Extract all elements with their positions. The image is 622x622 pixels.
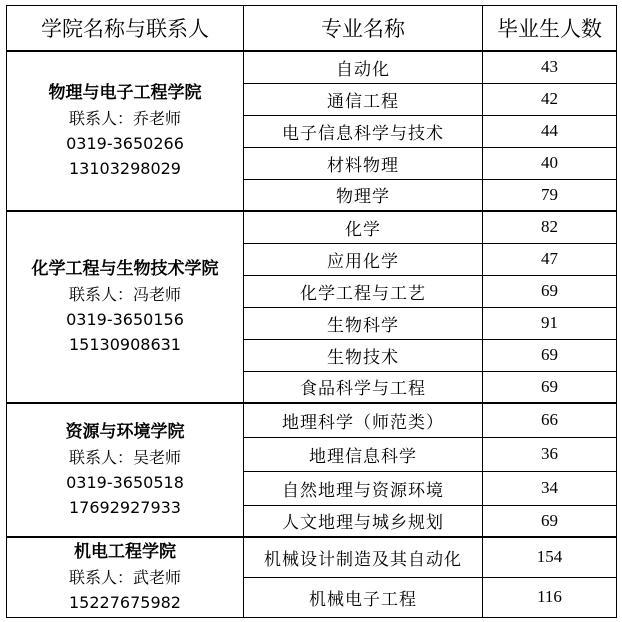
- major-name: 材料物理: [244, 147, 483, 179]
- graduate-count: 42: [483, 83, 617, 115]
- college-mobile: 17692927933: [69, 498, 181, 517]
- graduate-count: 79: [483, 179, 617, 211]
- college-contact: 联系人：乔老师: [68, 109, 181, 128]
- college-phone: 0319-3650518: [66, 473, 184, 492]
- major-name: 人文地理与城乡规划: [244, 505, 483, 537]
- major-name: 自然地理与资源环境: [244, 471, 483, 505]
- major-name: 化学工程与工艺: [244, 275, 483, 307]
- college-phone: 0319-3650156: [66, 310, 184, 329]
- graduate-count: 69: [483, 505, 617, 537]
- college-cell: [7, 211, 244, 403]
- graduate-count: 154: [483, 537, 617, 577]
- graduate-count: 91: [483, 307, 617, 339]
- major-name: 地理信息科学: [244, 437, 483, 471]
- college-name: 物理与电子工程学院: [48, 83, 202, 103]
- graduate-count: 66: [483, 403, 617, 437]
- college-cell: [7, 51, 244, 211]
- college-contact: 联系人：吴老师: [68, 448, 181, 467]
- table-row: [7, 537, 617, 577]
- college-cell: [7, 537, 244, 617]
- college-name: 资源与环境学院: [65, 422, 185, 442]
- major-name: 应用化学: [244, 243, 483, 275]
- college-cell: [7, 403, 244, 537]
- table-row: [7, 51, 617, 83]
- major-name: 食品科学与工程: [244, 371, 483, 403]
- college-contact: 联系人：冯老师: [68, 285, 181, 304]
- major-name: 生物技术: [244, 339, 483, 371]
- graduate-count: 43: [483, 51, 617, 83]
- graduate-count: 34: [483, 471, 617, 505]
- graduate-count: 116: [483, 577, 617, 617]
- graduate-count: 82: [483, 211, 617, 243]
- graduate-count: 40: [483, 147, 617, 179]
- table-row: [7, 211, 617, 243]
- header-college: 学院名称与联系人: [7, 6, 244, 52]
- college-name: 机电工程学院: [74, 541, 176, 562]
- header-count: 毕业生人数: [483, 6, 617, 52]
- graduate-count: 69: [483, 339, 617, 371]
- major-name: 自动化: [244, 51, 483, 83]
- major-name: 机械电子工程: [244, 577, 483, 617]
- graduate-count: 36: [483, 437, 617, 471]
- graduate-count: 44: [483, 115, 617, 147]
- graduate-count: 47: [483, 243, 617, 275]
- college-name: 化学工程与生物技术学院: [31, 259, 219, 279]
- college-contact: 联系人：武老师: [68, 567, 181, 587]
- header-major: 专业名称: [244, 6, 483, 52]
- college-phone: 0319-3650266: [66, 134, 184, 153]
- college-mobile: 13103298029: [69, 159, 181, 178]
- graduates-table: [6, 5, 617, 618]
- header-row: [7, 6, 617, 52]
- major-name: 生物科学: [244, 307, 483, 339]
- graduate-count: 69: [483, 371, 617, 403]
- major-name: 物理学: [244, 179, 483, 211]
- major-name: 通信工程: [244, 83, 483, 115]
- college-mobile: 15130908631: [69, 335, 181, 354]
- major-name: 电子信息科学与技术: [244, 115, 483, 147]
- table-row: [7, 403, 617, 437]
- major-name: 地理科学（师范类）: [244, 403, 483, 437]
- college-mobile: 15227675982: [69, 592, 181, 612]
- major-name: 化学: [244, 211, 483, 243]
- graduate-count: 69: [483, 275, 617, 307]
- major-name: 机械设计制造及其自动化: [244, 537, 483, 577]
